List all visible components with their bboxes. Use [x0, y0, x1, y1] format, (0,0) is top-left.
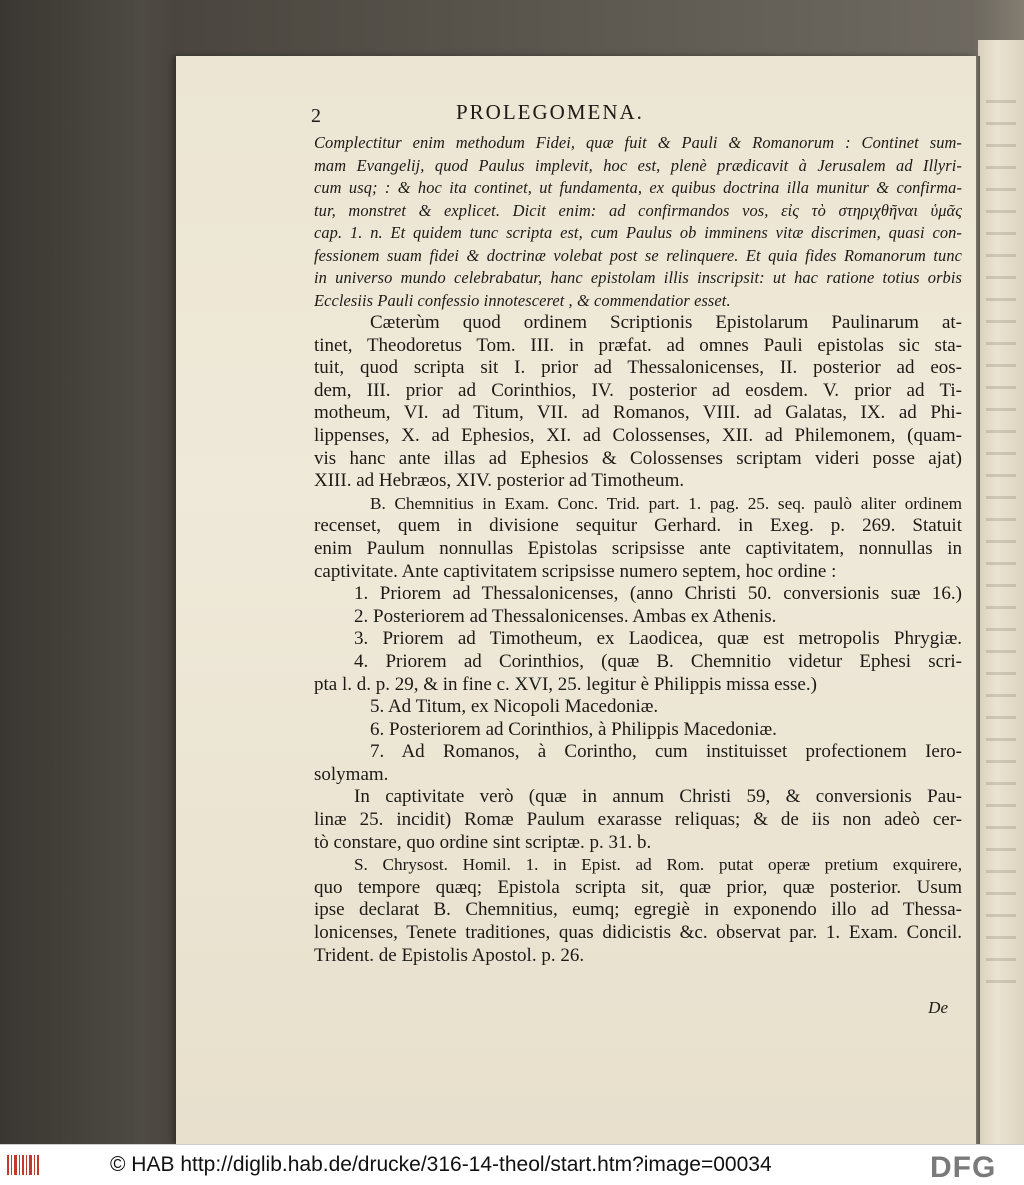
- text-line: ipse declarat B. Chemnitius, eumq; egregiè in exponendo illo ad Thessa-: [314, 899, 962, 921]
- text-line: Ecclesiis Pauli confessio innotesceret , & commendatior esset.: [314, 290, 731, 310]
- page-number: 2: [311, 105, 321, 127]
- text-line: tur, monstret & explicet. Dicit enim: ad confirmandos vos, εἰς τὸ στηριχθῆναι ὑμᾶς: [314, 200, 962, 220]
- text-line: vis hanc ante illas ad Ephesios & Colossenses scriptam videri posse ajat): [314, 447, 962, 469]
- text-line: 5. Ad Titum, ex Nicopoli Macedoniæ.: [370, 696, 659, 718]
- catchword: De: [928, 998, 948, 1017]
- text-line: motheum, VI. ad Titum, VII. ad Romanos, VIII. ad Galatas, IX. ad Phi-: [314, 402, 962, 424]
- text-line: Complectitur enim methodum Fidei, quæ fuit & Pauli & Romanorum : Continet sum-: [314, 133, 962, 152]
- text-line: quo tempore quæq; Epistola scripta sit, quæ prior, quæ posterior. Usum: [314, 876, 962, 898]
- text-line: mam Evangelij, quod Paulus implevit, hoc est, plenè prædicavit à Jerusalem ad Illyri-: [314, 155, 962, 175]
- text-line: lonicenses, Tenete traditiones, quas didicistis &c. observat par. 1. Exam. Concil.: [314, 922, 962, 944]
- text-line: tò constare, quo ordine sint scriptæ. p. 31. b.: [314, 831, 652, 853]
- text-line: in universo mundo celebrabatur, hanc epistolam illis inscripsit: ut hac ratione totius orbis: [314, 268, 962, 287]
- text-line: captivitate. Ante captivitatem scripsisse numero septem, hoc ordine :: [314, 560, 837, 582]
- text-line: 2. Posteriorem ad Thessalonicenses. Ambas ex Athenis.: [354, 605, 777, 627]
- text-line: linæ 25. incidit) Romæ Paulum exarasse reliquas; & de iis non adeò cer-: [314, 809, 962, 831]
- bleed-through-text: [986, 100, 1016, 1000]
- text-line: enim Paulum nonnullas Epistolas scripsisse ante captivitatem, nonnullas in: [314, 537, 962, 559]
- text-line: tuit, quod scripta sit I. prior ad Thessalonicenses, II. posterior ad eos-: [314, 357, 962, 379]
- text-line: solymam.: [314, 763, 389, 785]
- viewer-footer: [0, 1144, 1024, 1185]
- text-line: Trident. de Epistolis Apostol. p. 26.: [314, 944, 585, 966]
- dfg-logo: [930, 1151, 1016, 1181]
- text-line: tinet, Theodoretus Tom. III. in præfat. ad omnes Pauli epistolas sic sta-: [314, 334, 962, 356]
- copyright-url[interactable]: © HAB http://diglib.hab.de/drucke/316-14-theol/start.htm?image=00034: [110, 1153, 772, 1176]
- text-line: cap. 1. n. Et quidem tunc scripta est, cum Paulus ob imminens vitæ discrimen, quasi con-: [314, 223, 962, 242]
- text-line: 4. Priorem ad Corinthios, (quæ B. Chemnitio videtur Ephesi scri-: [354, 650, 962, 672]
- text-line: 6. Posteriorem ad Corinthios, à Philippis Macedoniæ.: [370, 718, 777, 740]
- page-body-text: [314, 132, 962, 967]
- text-line: recenset, quem in divisione sequitur Gerhard. in Exeg. p. 269. Statuit: [314, 515, 962, 537]
- text-line: fessionem suam fidei & doctrinæ volebat post se relinquere. Et quia fides Romanorum tunc: [314, 245, 962, 265]
- text-line: S. Chrysost. Homil. 1. in Epist. ad Rom. putat operæ pretium exquirere,: [354, 855, 962, 875]
- text-line: Cæterùm quod ordinem Scriptionis Epistolarum Paulinarum at-: [370, 312, 962, 333]
- text-line: 3. Priorem ad Timotheum, ex Laodicea, quæ est metropolis Phrygiæ.: [354, 628, 962, 650]
- text-line: pta l. d. p. 29, & in fine c. XVI, 25. legitur è Philippis missa esse.): [314, 673, 817, 695]
- text-line: In captivitate verò (quæ in annum Christi 59, & conversionis Pau-: [354, 786, 962, 808]
- text-line: cum usq; : & hoc ita continet, ut fundamenta, ex quibus doctrina illa munitur & confirma-: [314, 178, 962, 197]
- text-line: B. Chemnitius in Exam. Conc. Trid. part. 1. pag. 25. seq. paulò aliter ordinem: [370, 493, 962, 513]
- text-line: 1. Priorem ad Thessalonicenses, (anno Christi 50. conversionis suæ 16.): [354, 583, 962, 605]
- text-line: lippenses, X. ad Ephesios, XI. ad Colossenses, XII. ad Philemonem, (quam-: [314, 424, 962, 446]
- dfg-logo-text: DFG: [930, 1151, 997, 1181]
- adjacent-page-edge: [978, 40, 1024, 1144]
- barcode-icon: [6, 1152, 42, 1178]
- text-line: XIII. ad Hebræos, XIV. posterior ad Timotheum.: [314, 470, 685, 492]
- text-line: 7. Ad Romanos, à Corintho, cum instituisset profectionem Iero-: [370, 741, 962, 763]
- text-line: dem, III. prior ad Corinthios, IV. posterior ad eosdem. V. prior ad Ti-: [314, 379, 962, 401]
- running-head: PROLEGOMENA.: [456, 100, 644, 124]
- book-page: [176, 56, 976, 1144]
